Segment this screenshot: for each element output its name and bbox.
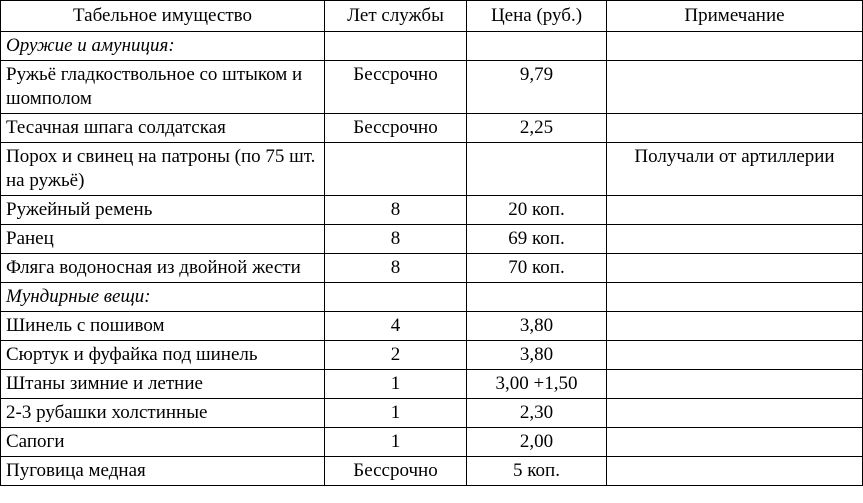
header-item: Табельное имущество [1,1,325,32]
years-cell [325,32,467,61]
years-cell: Бессрочно [325,457,467,486]
table-row [1,341,863,370]
years-cell [325,283,467,312]
price-cell: 2,25 [467,114,607,143]
table-body [1,32,863,486]
years-cell: 1 [325,399,467,428]
header-price: Цена (руб.) [467,1,607,32]
years-cell: 8 [325,196,467,225]
item-cell: Ружьё гладкоствольное со штыком и шомполом [1,61,325,114]
price-cell: 2,30 [467,399,607,428]
note-cell [607,32,863,61]
table-row [1,370,863,399]
table-row [1,114,863,143]
item-cell: Пуговица медная [1,457,325,486]
section-title: Оружие и амуниция: [1,32,325,61]
item-cell: Штаны зимние и летние [1,370,325,399]
item-cell: Ружейный ремень [1,196,325,225]
item-cell: Порох и свинец на патроны (по 75 шт. на ружьё) [1,143,325,196]
note-cell [607,114,863,143]
note-cell: Получали от артиллерии [607,143,863,196]
price-cell [467,32,607,61]
price-cell: 69 коп. [467,225,607,254]
years-cell: Бессрочно [325,114,467,143]
note-cell [607,196,863,225]
table-row [1,196,863,225]
note-cell [607,254,863,283]
table-row [1,254,863,283]
note-cell [607,61,863,114]
years-cell: Бессрочно [325,61,467,114]
item-cell: Сюртук и фуфайка под шинель [1,341,325,370]
price-cell [467,143,607,196]
years-cell: 1 [325,428,467,457]
price-cell: 5 коп. [467,457,607,486]
price-cell [467,283,607,312]
note-cell [607,399,863,428]
table-header-row [1,1,863,32]
price-cell: 3,00 +1,50 [467,370,607,399]
section-row [1,32,863,61]
section-row [1,283,863,312]
years-cell: 4 [325,312,467,341]
note-cell [607,341,863,370]
table-row [1,399,863,428]
header-note: Примечание [607,1,863,32]
price-cell: 20 коп. [467,196,607,225]
table-row [1,457,863,486]
table-row [1,143,863,196]
price-cell: 2,00 [467,428,607,457]
note-cell [607,370,863,399]
item-cell: Сапоги [1,428,325,457]
section-title: Мундирные вещи: [1,283,325,312]
note-cell [607,312,863,341]
price-cell: 70 коп. [467,254,607,283]
years-cell: 8 [325,225,467,254]
note-cell [607,225,863,254]
note-cell [607,283,863,312]
item-cell: Ранец [1,225,325,254]
table-row [1,312,863,341]
price-cell: 3,80 [467,312,607,341]
table-row [1,61,863,114]
item-cell: 2-3 рубашки холстинные [1,399,325,428]
years-cell: 8 [325,254,467,283]
price-cell: 9,79 [467,61,607,114]
item-cell: Шинель с пошивом [1,312,325,341]
table-row [1,428,863,457]
price-cell: 3,80 [467,341,607,370]
header-years: Лет службы [325,1,467,32]
years-cell: 2 [325,341,467,370]
item-cell: Фляга водоносная из двойной жести [1,254,325,283]
years-cell: 1 [325,370,467,399]
table-row [1,225,863,254]
note-cell [607,428,863,457]
note-cell [607,457,863,486]
item-cell: Тесачная шпага солдатская [1,114,325,143]
years-cell [325,143,467,196]
